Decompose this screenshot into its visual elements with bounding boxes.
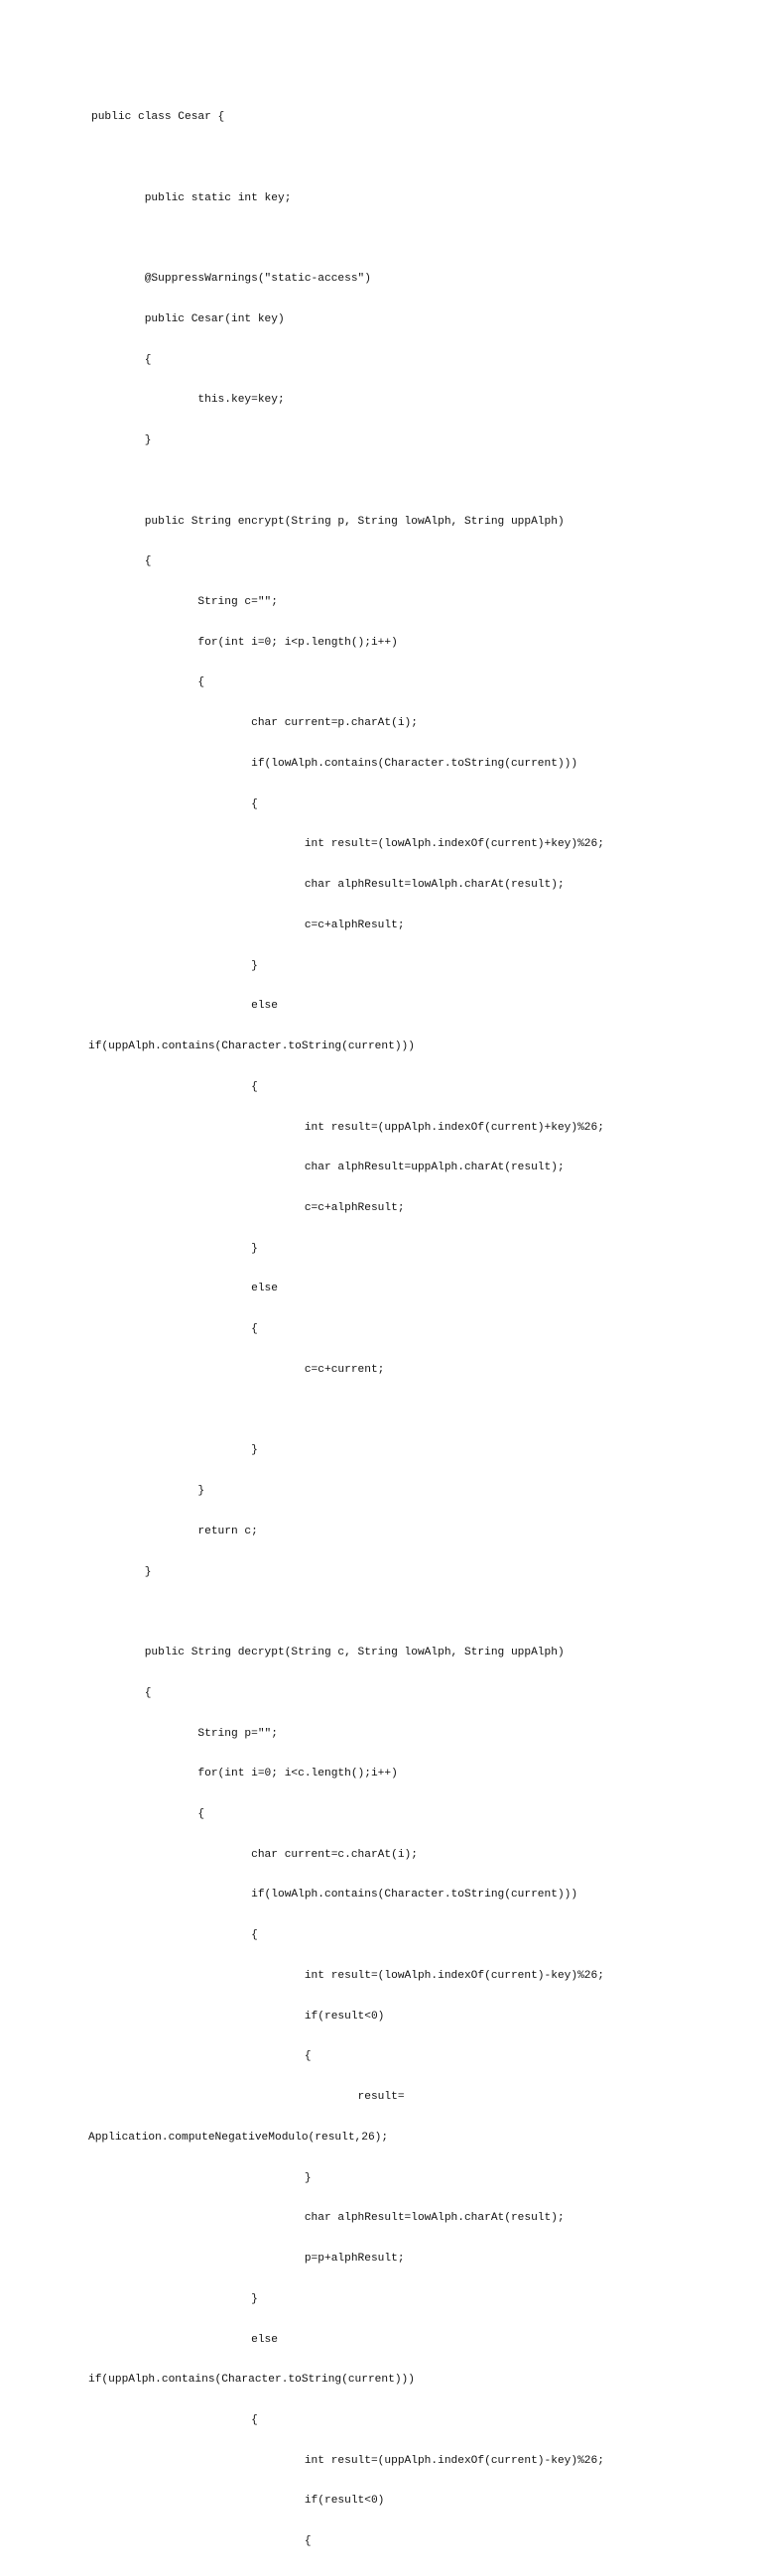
code-line: } (91, 1485, 205, 1498)
code-line (91, 1405, 604, 1418)
code-line: c=c+alphResult; (91, 1201, 405, 1214)
code-line: return c; (91, 1525, 258, 1537)
code-line: else (91, 1000, 278, 1013)
code-line: for(int i=0; i<c.length();i++) (91, 1768, 398, 1780)
code-line: p=p+alphResult; (91, 2253, 405, 2266)
code-line (91, 152, 604, 166)
code-line: String c=""; (91, 595, 278, 608)
code-line: if(result<0) (91, 2010, 385, 2023)
code-line: int result=(uppAlph.indexOf(current)-key)%26; (91, 2454, 604, 2467)
code-line: if(result<0) (91, 2495, 385, 2508)
code-line: { (91, 797, 258, 810)
code-line (91, 1606, 604, 1620)
code-line: char alphResult=lowAlph.charAt(result); (91, 2212, 565, 2225)
code-line: for(int i=0; i<p.length();i++) (91, 636, 398, 649)
code-line: { (91, 353, 152, 366)
code-line: { (91, 1686, 152, 1699)
code-line: int result=(lowAlph.indexOf(current)+key)%26; (91, 838, 604, 851)
code-line-wrapped: Application.computeNegativeModulo(result,26); (88, 2131, 389, 2144)
code-line: int result=(lowAlph.indexOf(current)-key)%26; (91, 1969, 604, 1982)
code-line: { (91, 2535, 312, 2548)
code-line: { (91, 1929, 258, 1942)
code-line: char alphResult=lowAlph.charAt(result); (91, 879, 565, 892)
code-line: } (91, 1444, 258, 1457)
code-line: int result=(uppAlph.indexOf(current)+key)%26; (91, 1121, 604, 1134)
code-line: char current=c.charAt(i); (91, 1848, 418, 1861)
code-line: } (91, 434, 152, 447)
code-line (91, 232, 604, 246)
code-line (91, 475, 604, 489)
code-line: } (91, 959, 258, 972)
code-line: { (91, 555, 152, 568)
code-line: } (91, 1242, 258, 1255)
code-line: { (91, 1808, 205, 1820)
code-line: public class Cesar { (91, 111, 225, 124)
code-line: } (91, 1565, 152, 1578)
code-line: String p=""; (91, 1727, 278, 1740)
code-line: } (91, 2292, 258, 2305)
code-line: { (91, 1323, 258, 1336)
code-line-wrapped: if(uppAlph.contains(Character.toString(current))) (88, 1041, 415, 1053)
code-line: public String encrypt(String p, String lowAlph, String uppAlph) (91, 515, 565, 528)
code-line-wrapped: if(uppAlph.contains(Character.toString(current))) (88, 2374, 415, 2387)
code-line: { (91, 1080, 258, 1093)
code-line: else (91, 2333, 278, 2346)
code-line: this.key=key; (91, 394, 285, 407)
code-line: if(lowAlph.contains(Character.toString(current))) (91, 1889, 578, 1901)
code-line: } (91, 2171, 312, 2184)
code-line: if(lowAlph.contains(Character.toString(current))) (91, 757, 578, 770)
code-line: public String decrypt(String c, String lowAlph, String uppAlph) (91, 1647, 565, 1659)
code-line: char alphResult=uppAlph.charAt(result); (91, 1162, 565, 1174)
code-line: public Cesar(int key) (91, 312, 285, 325)
code-line: @SuppressWarnings("static-access") (91, 273, 371, 286)
code-line: result= (91, 2091, 405, 2104)
code-line: c=c+alphResult; (91, 919, 405, 931)
code-line: { (91, 676, 205, 689)
code-line: public static int key; (91, 191, 292, 204)
code-line: { (91, 2414, 258, 2427)
code-listing (88, 84, 604, 2576)
code-line: c=c+current; (91, 1363, 385, 1376)
code-line: { (91, 2050, 312, 2063)
code-line: else (91, 1283, 278, 1295)
code-line: char current=p.charAt(i); (91, 717, 418, 730)
